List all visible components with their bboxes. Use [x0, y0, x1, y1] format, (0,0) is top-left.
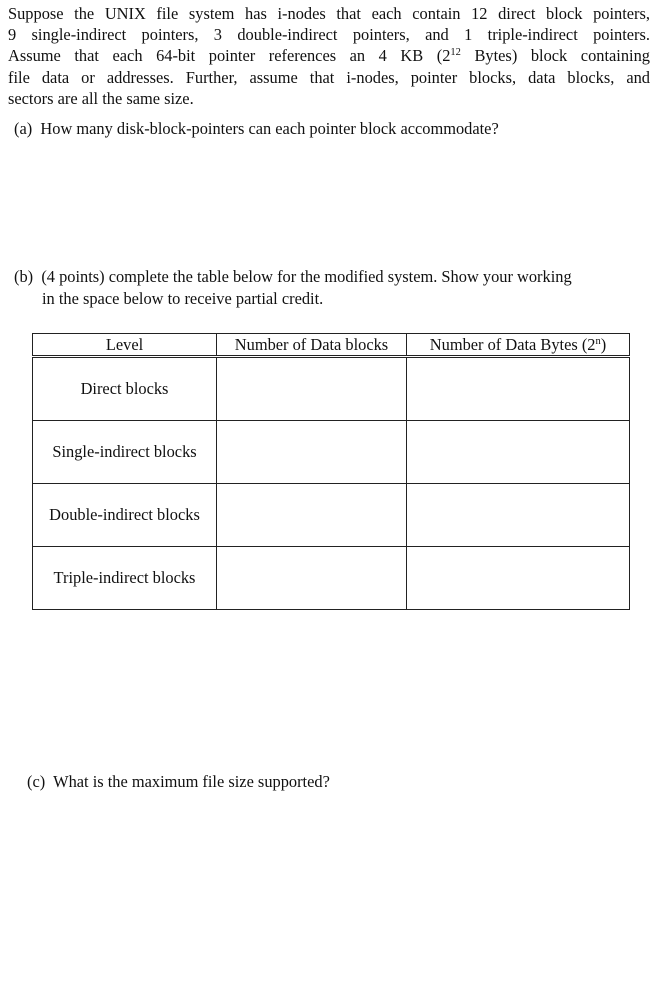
intro-line-3-tail: Bytes) block containing: [460, 46, 650, 66]
question-a-label: (a): [14, 119, 33, 138]
table-row: [33, 484, 630, 547]
row-label-single-indirect: Single-indirect blocks: [33, 421, 217, 484]
cell-direct-blocks[interactable]: [217, 357, 407, 421]
cell-single-bytes[interactable]: [407, 421, 630, 484]
intro-exponent: 12: [450, 47, 461, 59]
question-c-text: What is the maximum file size supported?: [53, 772, 330, 791]
problem-statement: [8, 3, 650, 109]
cell-triple-blocks[interactable]: [217, 547, 407, 610]
question-b-line2: in the space below to receive partial credit.: [42, 289, 324, 308]
cell-direct-bytes[interactable]: [407, 357, 630, 421]
blocks-table: [32, 333, 630, 610]
intro-line-4: file data or addresses. Further, assume that i-nodes, pointer blocks, data blocks, and: [8, 67, 650, 87]
header-data-bytes-tail: ): [600, 335, 607, 354]
question-b-label: (b): [14, 267, 34, 286]
cell-double-blocks[interactable]: [217, 484, 407, 547]
table-header-row: [33, 334, 630, 357]
intro-line-5: sectors are all the same size.: [8, 88, 194, 108]
header-data-bytes-text: Number of Data Bytes (2: [429, 335, 596, 354]
header-data-blocks: Number of Data blocks: [217, 334, 407, 357]
row-label-double-indirect: Double-indirect blocks: [33, 484, 217, 547]
intro-line-3: [8, 45, 650, 66]
cell-single-blocks[interactable]: [217, 421, 407, 484]
question-a-text: How many disk-block-pointers can each pointer block accommodate?: [40, 119, 499, 138]
header-level: Level: [33, 334, 217, 357]
cell-triple-bytes[interactable]: [407, 547, 630, 610]
table-row: [33, 547, 630, 610]
row-label-triple-indirect: Triple-indirect blocks: [33, 547, 217, 610]
question-c: [27, 771, 330, 792]
intro-line-2: 9 single-indirect pointers, 3 double-indirect pointers, and 1 triple-indirect pointers.: [8, 25, 650, 45]
question-b-text-line1: (4 points) complete the table below for the modified system. Show your working: [41, 267, 572, 286]
table-row: [33, 357, 630, 421]
intro-line-1: Suppose the UNIX file system has i-nodes that each contain 12 direct block pointers,: [8, 4, 650, 23]
question-a: [14, 118, 499, 139]
question-c-label: (c): [27, 772, 46, 791]
header-data-bytes: [407, 334, 630, 357]
intro-line-3-text: Assume that each 64-bit pointer references an 4 KB (2: [8, 46, 451, 66]
header-exponent: n: [595, 336, 601, 347]
cell-double-bytes[interactable]: [407, 484, 630, 547]
question-b: [14, 266, 572, 287]
row-label-direct: Direct blocks: [33, 357, 217, 421]
table-row: [33, 421, 630, 484]
